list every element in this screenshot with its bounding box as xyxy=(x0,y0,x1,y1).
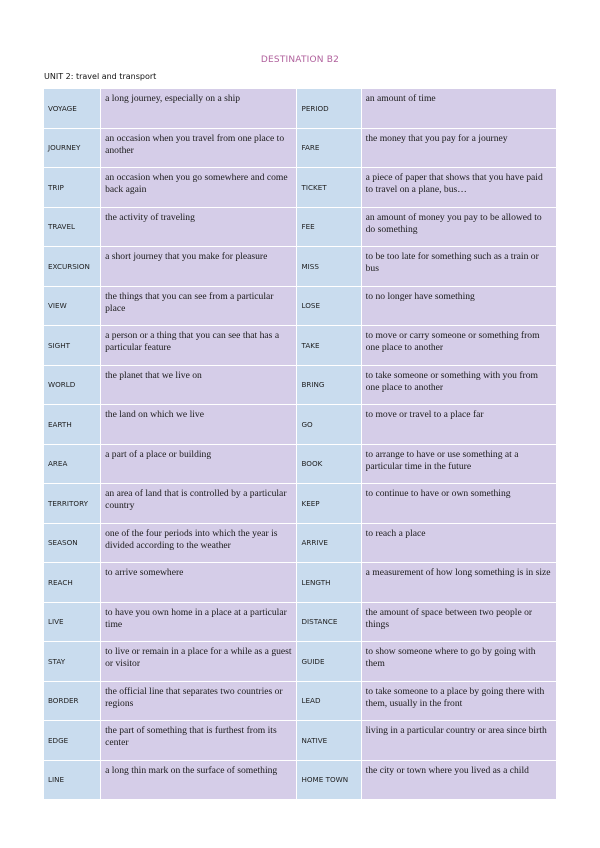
left-definition: the things that you can see from a particular place xyxy=(101,287,296,326)
left-word: SIGHT xyxy=(44,326,100,365)
left-definition: to live or remain in a place for a while as a guest or visitor xyxy=(101,642,296,681)
right-word: TAKE xyxy=(297,326,360,365)
right-definition: an amount of time xyxy=(362,89,556,128)
left-definition: the official line that separates two countries or regions xyxy=(101,682,296,721)
right-word: GUIDE xyxy=(297,642,360,681)
right-word: ARRIVE xyxy=(297,524,360,563)
right-word: BRING xyxy=(297,366,360,405)
right-definition: the city or town where you lived as a child xyxy=(362,761,556,800)
left-word: VOYAGE xyxy=(44,89,100,128)
right-definition: to move or travel to a place far xyxy=(362,405,556,444)
vocabulary-table-body xyxy=(44,89,556,799)
right-word: KEEP xyxy=(297,484,360,523)
left-definition: an occasion when you go somewhere and come back again xyxy=(101,168,296,207)
unit-title: UNIT 2: travel and transport xyxy=(44,72,157,81)
table-row xyxy=(44,445,556,484)
left-definition: a part of a place or building xyxy=(101,445,296,484)
left-word: EARTH xyxy=(44,405,100,444)
table-row xyxy=(44,89,556,128)
page-title: DESTINATION B2 xyxy=(260,55,340,65)
table-row xyxy=(44,761,556,800)
table-row xyxy=(44,366,556,405)
right-definition: to be too late for something such as a train or bus xyxy=(362,247,556,286)
table-row xyxy=(44,484,556,523)
right-word: MISS xyxy=(297,247,360,286)
left-definition: a long journey, especially on a ship xyxy=(101,89,296,128)
right-definition: to continue to have or own something xyxy=(362,484,556,523)
right-definition: a measurement of how long something is in size xyxy=(362,563,556,602)
right-definition: to arrange to have or use something at a particular time in the future xyxy=(362,445,556,484)
right-definition: a piece of paper that shows that you have paid to travel on a plane, bus… xyxy=(362,168,556,207)
left-word: REACH xyxy=(44,563,100,602)
table-row xyxy=(44,208,556,247)
right-word: LOSE xyxy=(297,287,360,326)
left-word: WORLD xyxy=(44,366,100,405)
table-row xyxy=(44,405,556,444)
left-definition: the land on which we live xyxy=(101,405,296,444)
right-word: LEAD xyxy=(297,682,360,721)
table-row xyxy=(44,563,556,602)
left-word: JOURNEY xyxy=(44,129,100,168)
left-word: TRIP xyxy=(44,168,100,207)
table-row xyxy=(44,247,556,286)
right-word: BOOK xyxy=(297,445,360,484)
table-row xyxy=(44,642,556,681)
right-definition: an amount of money you pay to be allowed to do something xyxy=(362,208,556,247)
table-row xyxy=(44,721,556,760)
left-definition: one of the four periods into which the year is divided according to the weather xyxy=(101,524,296,563)
left-word: BORDER xyxy=(44,682,100,721)
left-word: EXCURSION xyxy=(44,247,100,286)
right-definition: to no longer have something xyxy=(362,287,556,326)
table-row xyxy=(44,129,556,168)
right-word: PERIOD xyxy=(297,89,360,128)
left-word: AREA xyxy=(44,445,100,484)
left-definition: a person or a thing that you can see that has a particular feature xyxy=(101,326,296,365)
right-definition: the amount of space between two people or things xyxy=(362,603,556,642)
right-word: NATIVE xyxy=(297,721,360,760)
left-word: TRAVEL xyxy=(44,208,100,247)
left-definition: the planet that we live on xyxy=(101,366,296,405)
right-definition: to show someone where to go by going with them xyxy=(362,642,556,681)
left-word: TERRITORY xyxy=(44,484,100,523)
left-definition: the activity of traveling xyxy=(101,208,296,247)
left-definition: an area of land that is controlled by a particular country xyxy=(101,484,296,523)
table-row xyxy=(44,524,556,563)
vocabulary-table xyxy=(43,88,557,800)
left-word: LINE xyxy=(44,761,100,800)
right-definition: to reach a place xyxy=(362,524,556,563)
left-word: LIVE xyxy=(44,603,100,642)
left-word: EDGE xyxy=(44,721,100,760)
right-definition: to take someone to a place by going there with them, usually in the front xyxy=(362,682,556,721)
right-word: GO xyxy=(297,405,360,444)
right-definition: the money that you pay for a journey xyxy=(362,129,556,168)
table-row xyxy=(44,326,556,365)
left-definition: to arrive somewhere xyxy=(101,563,296,602)
left-word: SEASON xyxy=(44,524,100,563)
left-definition: a long thin mark on the surface of something xyxy=(101,761,296,800)
right-word: LENGTH xyxy=(297,563,360,602)
left-definition: to have you own home in a place at a particular time xyxy=(101,603,296,642)
right-word: HOME TOWN xyxy=(297,761,360,800)
right-word: DISTANCE xyxy=(297,603,360,642)
right-word: FARE xyxy=(297,129,360,168)
table-row xyxy=(44,287,556,326)
table-row xyxy=(44,603,556,642)
left-word: VIEW xyxy=(44,287,100,326)
right-definition: living in a particular country or area since birth xyxy=(362,721,556,760)
table-row xyxy=(44,682,556,721)
right-word: TICKET xyxy=(297,168,360,207)
left-definition: an occasion when you travel from one place to another xyxy=(101,129,296,168)
left-word: STAY xyxy=(44,642,100,681)
table-row xyxy=(44,168,556,207)
left-definition: a short journey that you make for pleasure xyxy=(101,247,296,286)
right-definition: to take someone or something with you from one place to another xyxy=(362,366,556,405)
right-word: FEE xyxy=(297,208,360,247)
right-definition: to move or carry someone or something from one place to another xyxy=(362,326,556,365)
left-definition: the part of something that is furthest from its center xyxy=(101,721,296,760)
